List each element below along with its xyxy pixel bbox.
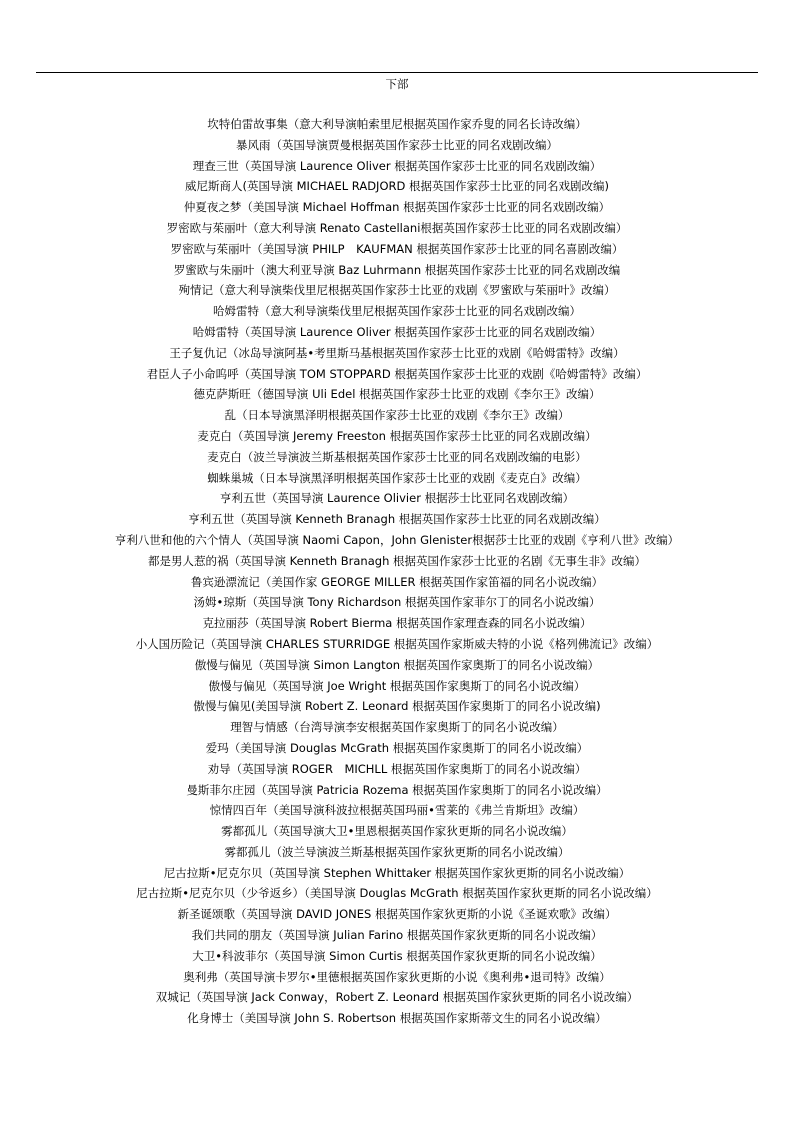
film-entry: 亨利五世（英国导演 Kenneth Branagh 根据英国作家莎士比亚的同名戏剧改编） — [188, 512, 606, 527]
film-entry: 化身博士（美国导演 John S. Robertson 根据英国作家斯蒂文生的同名小说改编） — [187, 1011, 607, 1026]
film-entry: 傲慢与偏见（英国导演 Simon Langton 根据英国作家奥斯丁的同名小说改编） — [194, 657, 600, 672]
film-entry: 小人国历险记（英国导演 CHARLES STURRIDGE 根据英国作家斯威夫特的小说《格列佛流记》改编） — [135, 636, 659, 651]
film-entry: 麦克白（波兰导演波兰斯基根据英国作家莎士比亚的同名戏剧改编的电影） — [207, 449, 587, 464]
film-entry: 尼古拉斯•尼克尔贝（英国导演 Stephen Whittaker 根据英国作家狄更斯的同名小说改编） — [163, 865, 631, 880]
film-entry: 鲁宾逊漂流记（美国作家 GEORGE MILLER 根据英国作家笛福的同名小说改编） — [190, 574, 604, 589]
film-entry: 都是男人惹的祸（英国导演 Kenneth Branagh 根据英国作家莎士比亚的名剧《无事生非》改编） — [147, 553, 647, 568]
film-adaptation-list — [0, 114, 794, 1029]
film-entry: 理查三世（英国导演 Laurence Oliver 根据英国作家莎士比亚的同名戏剧改编） — [192, 158, 602, 173]
film-entry: 德克萨斯旺（德国导演 Uli Edel 根据英国作家莎士比亚的戏剧《李尔王》改编） — [193, 387, 601, 402]
film-entry: 罗密欧与茱丽叶（意大利导演 Renato Castellani根据英国作家莎士比亚的同名戏剧改编） — [166, 220, 628, 235]
film-entry: 我们共同的朋友（英国导演 Julian Farino 根据英国作家狄更斯的同名小说改编） — [191, 928, 603, 943]
header-rule — [36, 72, 758, 73]
film-entry: 君臣人子小命呜呼（英国导演 TOM STOPPARD 根据英国作家莎士比亚的戏剧《哈姆雷特》改编） — [146, 366, 648, 381]
film-entry: 仲夏夜之梦（美国导演 Michael Hoffman 根据英国作家莎士比亚的同名戏剧改编） — [183, 200, 611, 215]
film-entry: 蜘蛛巢城（日本导演黑泽明根据英国作家莎士比亚的戏剧《麦克白》改编） — [207, 470, 587, 485]
film-entry: 奥利弗（英国导演卡罗尔•里德根据英国作家狄更斯的小说《奥利弗•退司特》改编） — [183, 969, 611, 984]
film-entry: 劝导（英国导演 ROGER MICHLL 根据英国作家奥斯丁的同名小说改编） — [207, 761, 587, 776]
film-entry: 理智与情感（台湾导演李安根据英国作家奥斯丁的同名小说改编） — [230, 720, 564, 735]
film-entry: 曼斯菲尔庄园（英国导演 Patricia Rozema 根据英国作家奥斯丁的同名小说改编） — [186, 782, 608, 797]
film-entry: 傲慢与偏见（英国导演 Joe Wright 根据英国作家奥斯丁的同名小说改编） — [208, 678, 586, 693]
film-entry: 尼古拉斯•尼克尔贝（少爷返乡）（美国导演 Douglas McGrath 根据英国作家狄更斯的同名小说改编） — [136, 886, 658, 901]
film-entry: 麦克白（英国导演 Jeremy Freeston 根据英国作家莎士比亚的同名戏剧改编） — [197, 428, 597, 443]
film-entry: 亨利五世（英国导演 Laurence Olivier 根据莎士比亚同名戏剧改编） — [219, 491, 575, 506]
film-entry: 爱玛（美国导演 Douglas McGrath 根据英国作家奥斯丁的同名小说改编） — [205, 740, 589, 755]
film-entry: 哈姆雷特（意大利导演柴伐里尼根据英国作家莎士比亚的同名戏剧改编） — [213, 304, 581, 319]
film-entry: 罗蜜欧与朱丽叶（澳大利亚导演 Baz Luhrmann 根据英国作家莎士比亚的同名戏剧改编 — [173, 262, 621, 277]
film-entry: 王子复仇记（冰岛导演阿基•考里斯马基根据英国作家莎士比亚的戏剧《哈姆雷特》改编） — [169, 345, 625, 360]
film-entry: 坎特伯雷故事集（意大利导演帕索里尼根据英国作家乔叟的同名长诗改编） — [207, 117, 587, 131]
film-entry: 哈姆雷特（英国导演 Laurence Oliver 根据英国作家莎士比亚的同名戏剧改编） — [192, 324, 602, 339]
film-entry: 乱（日本导演黑泽明根据英国作家莎士比亚的戏剧《李尔王》改编） — [224, 408, 570, 423]
film-entry: 傲慢与偏见(美国导演 Robert Z. Leonard 根据英国作家奥斯丁的同名小说改编) — [193, 699, 601, 714]
film-entry: 惊情四百年（美国导演科波拉根据英国玛丽•雪莱的《弗兰肯斯坦》改编） — [209, 803, 585, 818]
film-entry: 双城记（英国导演 Jack Conway，Robert Z. Leonard 根据英国作家狄更斯的同名小说改编） — [155, 990, 639, 1005]
film-entry: 威尼斯商人(英国导演 MICHAEL RADJORD 根据英国作家莎士比亚的同名戏剧改编) — [184, 179, 609, 194]
film-entry: 亨利八世和他的六个情人（英国导演 Naomi Capon，John Glenister根据莎士比亚的戏剧《亨利八世》改编） — [114, 532, 680, 547]
film-entry: 雾都孤儿（英国导演大卫•里恩根据英国作家狄更斯的同名小说改编） — [221, 824, 573, 839]
film-entry: 暴风雨（英国导演贾曼根据英国作家莎士比亚的同名戏剧改编） — [236, 137, 558, 152]
film-entry: 殉情记（意大利导演柴伐里尼根据英国作家莎士比亚的戏剧《罗蜜欧与茱丽叶》改编） — [178, 283, 616, 298]
film-entry: 大卫•科波菲尔（英国导演 Simon Curtis 根据英国作家狄更斯的同名小说改编） — [192, 948, 602, 963]
film-entry: 新圣诞颂歌（英国导演 DAVID JONES 根据英国作家狄更斯的小说《圣诞欢歌》改编） — [177, 907, 617, 922]
film-entry: 雾都孤儿（波兰导演波兰斯基根据英国作家狄更斯的同名小说改编） — [224, 844, 570, 859]
film-entry: 罗密欧与茱丽叶（美国导演 PHILP KAUFMAN 根据英国作家莎士比亚的同名喜剧改编） — [170, 241, 624, 256]
film-entry: 汤姆•琼斯（英国导演 Tony Richardson 根据英国作家菲尔丁的同名小说改编） — [193, 595, 601, 610]
film-entry: 克拉丽莎（英国导演 Robert Bierma 根据英国作家理查森的同名小说改编） — [202, 616, 592, 631]
page-header-title: 下部 — [385, 77, 409, 91]
